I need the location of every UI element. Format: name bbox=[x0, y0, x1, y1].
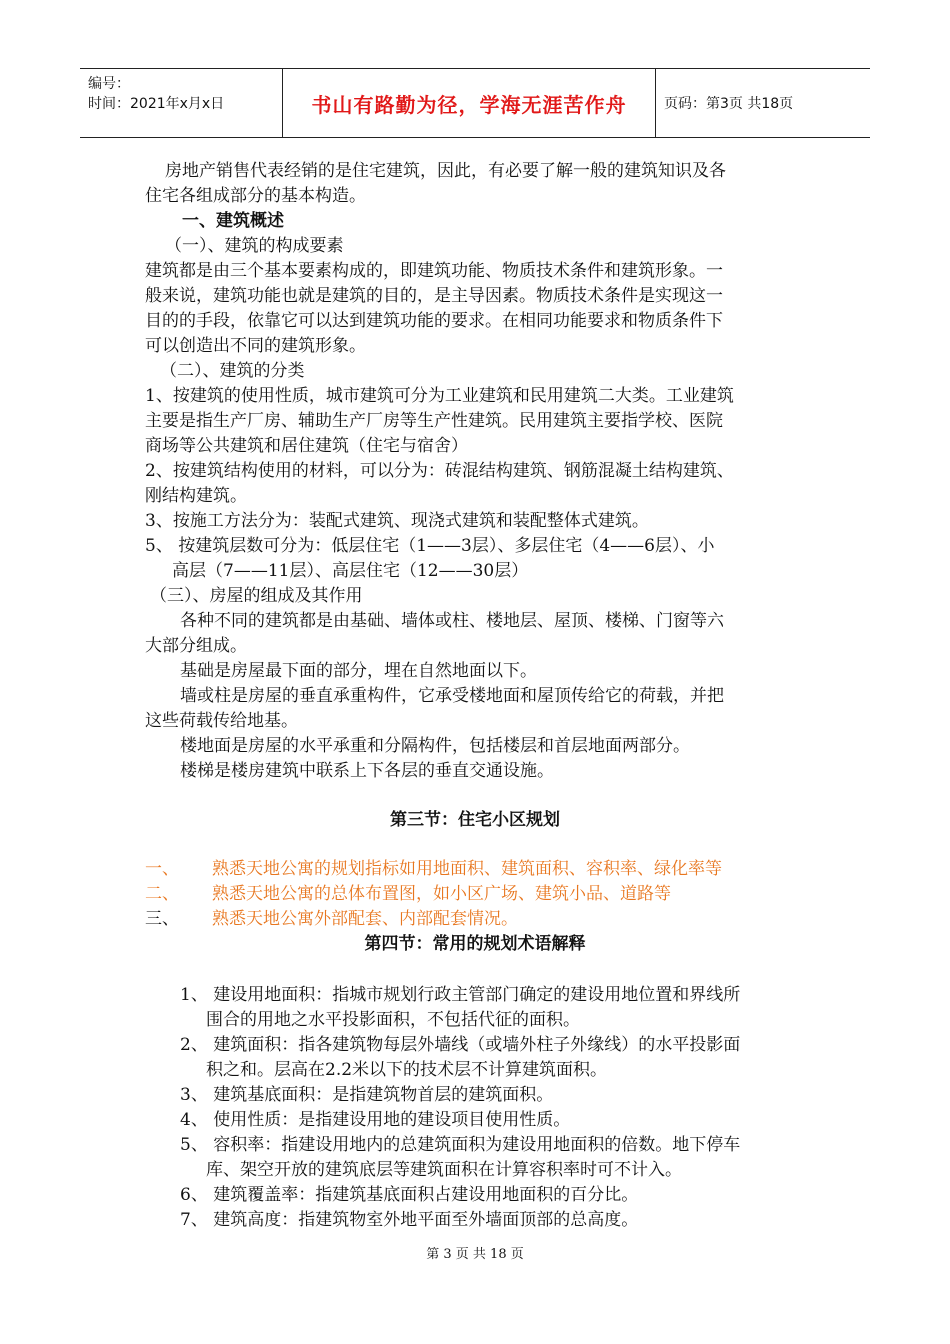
plan-item: 熟悉天地公寓的总体布置图，如小区广场、建筑小品、道路等 bbox=[212, 884, 671, 904]
plan-item-number: 三、 bbox=[145, 909, 179, 929]
paragraph-line: 高层（7——11层）、高层住宅（12——30层） bbox=[172, 561, 529, 581]
paragraph-line: 目的的手段，依靠它可以达到建筑功能的要求。在相同功能要求和物质条件下 bbox=[145, 311, 723, 331]
paragraph-line: 楼地面是房屋的水平承重和分隔构件，包括楼层和首层地面两部分。 bbox=[180, 736, 690, 756]
paragraph-line: 3、按施工方法分为：装配式建筑、现浇式建筑和装配整体式建筑。 bbox=[145, 511, 649, 531]
plan-item: 熟悉天地公寓的规划指标如用地面积、建筑面积、容积率、绿化率等 bbox=[212, 859, 722, 879]
paragraph-line: 墙或柱是房屋的垂直承重构件，它承受楼地面和屋顶传给它的荷载，并把 bbox=[180, 686, 724, 706]
subsection-title: （二）、建筑的分类 bbox=[160, 361, 305, 381]
term-item: 1、 建设用地面积：指城市规划行政主管部门确定的建设用地位置和界线所 bbox=[180, 985, 741, 1005]
term-item: 2、 建筑面积：指各建筑物每层外墙线（或墙外柱子外缘线）的水平投影面 bbox=[180, 1035, 741, 1055]
paragraph-line: 这些荷载传给地基。 bbox=[145, 711, 298, 731]
term-item: 6、 建筑覆盖率：指建筑基底面积占建设用地面积的百分比。 bbox=[180, 1185, 639, 1205]
term-item: 4、 使用性质：是指建设用地的建设项目使用性质。 bbox=[180, 1110, 571, 1130]
section-title: 第四节：常用的规划术语解释 bbox=[364, 934, 586, 954]
paragraph-line: 大部分组成。 bbox=[145, 636, 247, 656]
paragraph-line: 般来说，建筑功能也就是建筑的目的，是主导因素。物质技术条件是实现这一 bbox=[145, 286, 723, 306]
paragraph-line: 可以创造出不同的建筑形象。 bbox=[145, 336, 366, 356]
paragraph-line: 刚结构建筑。 bbox=[145, 486, 247, 506]
plan-item: 熟悉天地公寓外部配套、内部配套情况。 bbox=[212, 909, 518, 929]
paragraph-line: 各种不同的建筑都是由基础、墙体或柱、楼地层、屋顶、楼梯、门窗等六 bbox=[180, 611, 724, 631]
paragraph-line: 主要是指生产厂房、辅助生产厂房等生产性建筑。民用建筑主要指学校、医院 bbox=[145, 411, 723, 431]
paragraph-line: 住宅各组成部分的基本构造。 bbox=[145, 186, 366, 206]
section-title: 一、建筑概述 bbox=[182, 211, 284, 231]
subsection-title: （一）、建筑的构成要素 bbox=[165, 236, 344, 256]
term-item-cont: 库、架空开放的建筑底层等建筑面积在计算容积率时可不计入。 bbox=[206, 1160, 682, 1180]
motto: 书山有路勤为径，学海无涯苦作舟 bbox=[283, 69, 656, 137]
paragraph-line: 1、按建筑的使用性质，城市建筑可分为工业建筑和民用建筑二大类。工业建筑 bbox=[145, 386, 734, 406]
header-info-cell bbox=[80, 69, 283, 137]
plan-item-number: 二、 bbox=[145, 884, 179, 904]
paragraph-line: 楼梯是楼房建筑中联系上下各层的垂直交通设施。 bbox=[180, 761, 554, 781]
term-item-cont: 积之和。层高在2.2米以下的技术层不计算建筑面积。 bbox=[206, 1060, 608, 1080]
paragraph-line: 5、 按建筑层数可分为：低层住宅（1——3层）、多层住宅（4——6层）、小 bbox=[145, 536, 715, 556]
subsection-title: （三）、房屋的组成及其作用 bbox=[150, 586, 363, 606]
term-item-cont: 围合的用地之水平投影面积，不包括代征的面积。 bbox=[206, 1010, 580, 1030]
section-title: 第三节：住宅小区规划 bbox=[390, 810, 560, 830]
number-label: 编号： bbox=[88, 76, 130, 92]
term-item: 5、 容积率：指建设用地内的总建筑面积为建设用地面积的倍数。地下停车 bbox=[180, 1135, 741, 1155]
time-label: 时间：2021年x月x日 bbox=[88, 96, 225, 112]
paragraph-line: 2、按建筑结构使用的材料，可以分为：砖混结构建筑、钢筋混凝土结构建筑、 bbox=[145, 461, 734, 481]
paragraph-line: 房地产销售代表经销的是住宅建筑，因此，有必要了解一般的建筑知识及各 bbox=[165, 161, 726, 181]
plan-item-number: 一、 bbox=[145, 859, 179, 879]
term-item: 7、 建筑高度：指建筑物室外地平面至外墙面顶部的总高度。 bbox=[180, 1210, 639, 1230]
paragraph-line: 建筑都是由三个基本要素构成的，即建筑功能、物质技术条件和建筑形象。一 bbox=[145, 261, 723, 281]
paragraph-line: 商场等公共建筑和居住建筑（住宅与宿舍） bbox=[145, 436, 468, 456]
term-item: 3、 建筑基底面积：是指建筑物首层的建筑面积。 bbox=[180, 1085, 554, 1105]
header-table bbox=[80, 68, 870, 138]
paragraph-line: 基础是房屋最下面的部分，埋在自然地面以下。 bbox=[180, 661, 537, 681]
page-footer: 第 3 页 共 18 页 bbox=[426, 1247, 524, 1262]
page-label: 页码：第3页 共18页 bbox=[664, 96, 794, 112]
